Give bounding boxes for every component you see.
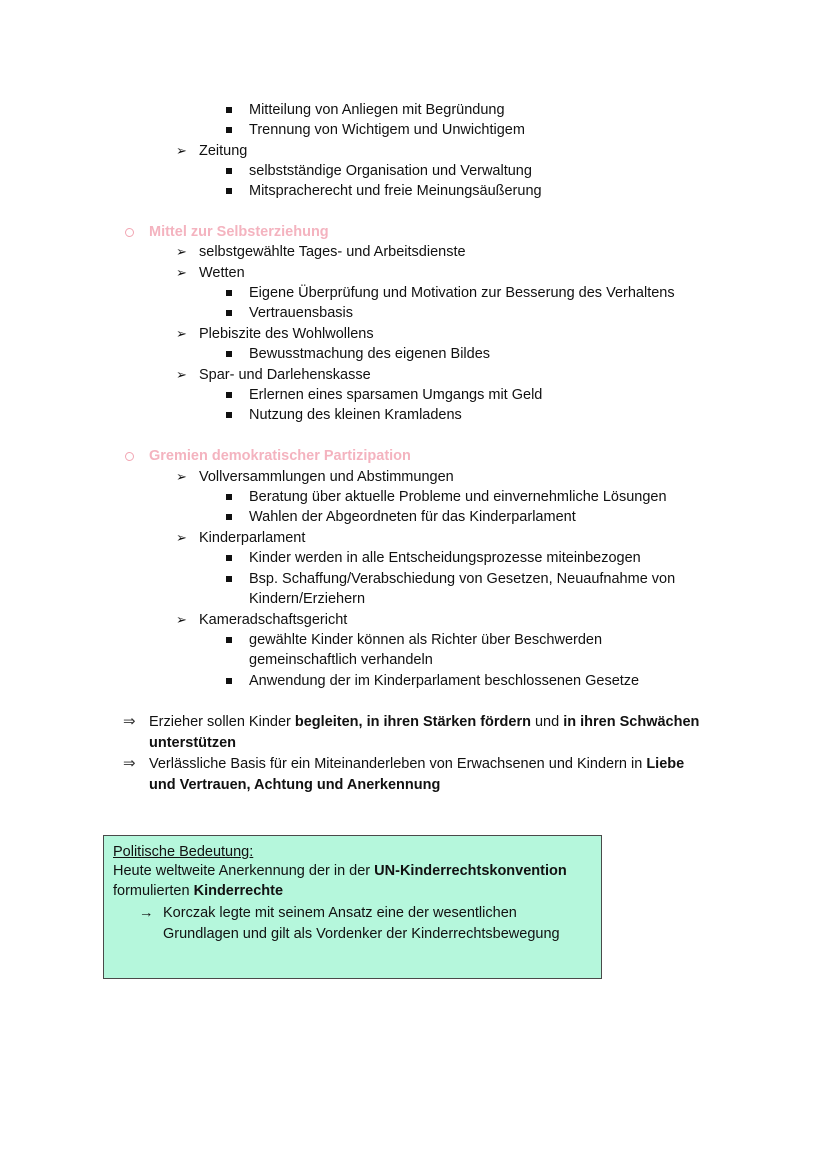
political-significance-box: [103, 835, 602, 979]
square-bullet-icon: [226, 127, 232, 133]
list-item: Wahlen der Abgeordneten für das Kinderparlament: [249, 509, 576, 525]
list-item: Eigene Überprüfung und Motivation zur Besserung des Verhaltens: [249, 285, 675, 301]
square-bullet-icon: [226, 494, 232, 500]
conclusion-line: Erzieher sollen Kinder begleiten, in ihren Stärken fördern und in ihren Schwächen: [149, 714, 700, 730]
list-item: Plebiszite des Wohlwollens: [199, 326, 374, 342]
list-item: Vollversammlungen und Abstimmungen: [199, 469, 454, 485]
arrow-right-icon: →: [139, 905, 154, 921]
list-item: Erlernen eines sparsamen Umgangs mit Geld: [249, 387, 543, 403]
list-item: Beratung über aktuelle Probleme und einvernehmliche Lösungen: [249, 489, 667, 505]
arrowhead-bullet-icon: ➢: [176, 530, 187, 545]
list-item: Bsp. Schaffung/Verabschiedung von Gesetzen, Neuaufnahme von: [249, 571, 676, 587]
list-item: gewählte Kinder können als Richter über Beschwerden: [249, 632, 603, 648]
list-item: Spar- und Darlehenskasse: [199, 367, 371, 383]
list-item: Kinderparlament: [199, 530, 306, 546]
list-item: Mitspracherecht und freie Meinungsäußerung: [249, 183, 542, 199]
list-item: Wetten: [199, 265, 245, 281]
square-bullet-icon: [226, 637, 232, 643]
list-item: Kinder werden in alle Entscheidungsprozesse miteinbezogen: [249, 550, 641, 566]
arrowhead-bullet-icon: ➢: [176, 367, 187, 382]
list-item: Mitteilung von Anliegen mit Begründung: [249, 102, 505, 118]
list-item: Kameradschaftsgericht: [199, 612, 348, 628]
square-bullet-icon: [226, 392, 232, 398]
circle-bullet-icon: [125, 452, 134, 461]
list-item: Anwendung der im Kinderparlament beschlossenen Gesetze: [249, 673, 640, 689]
arrowhead-bullet-icon: ➢: [176, 244, 187, 259]
square-bullet-icon: [226, 555, 232, 561]
list-item: Vertrauensbasis: [249, 305, 353, 321]
box-line: Grundlagen und gilt als Vordenker der Kinderrechtsbewegung: [163, 926, 560, 942]
list-item: Bewusstmachung des eigenen Bildes: [249, 346, 491, 362]
list-item: selbstgewählte Tages- und Arbeitsdienste: [199, 244, 466, 260]
arrowhead-bullet-icon: ➢: [176, 265, 187, 280]
circle-bullet-icon: [125, 228, 134, 237]
list-item-continuation: Kindern/Erziehern: [249, 591, 366, 607]
box-line: Heute weltweite Anerkennung der in der UN-Kinderrechtskonvention: [113, 863, 567, 879]
list-item: Nutzung des kleinen Kramladens: [249, 407, 462, 423]
arrowhead-bullet-icon: ➢: [176, 326, 187, 341]
square-bullet-icon: [226, 107, 232, 113]
square-bullet-icon: [226, 678, 232, 684]
square-bullet-icon: [226, 188, 232, 194]
square-bullet-icon: [226, 168, 232, 174]
implies-arrow-icon: ⇒: [123, 713, 136, 730]
conclusion-line: und Vertrauen, Achtung und Anerkennung: [149, 777, 441, 793]
list-item: Zeitung: [199, 143, 248, 159]
square-bullet-icon: [226, 310, 232, 316]
box-line: formulierten Kinderrechte: [113, 883, 284, 899]
square-bullet-icon: [226, 514, 232, 520]
square-bullet-icon: [226, 351, 232, 357]
section-heading: Mittel zur Selbsterziehung: [149, 224, 329, 240]
box-title: Politische Bedeutung:: [113, 844, 254, 860]
implies-arrow-icon: ⇒: [123, 755, 136, 772]
arrowhead-bullet-icon: ➢: [176, 469, 187, 484]
section-heading: Gremien demokratischer Partizipation: [149, 448, 411, 464]
square-bullet-icon: [226, 412, 232, 418]
conclusion-line: Verlässliche Basis für ein Miteinanderleben von Erwachsenen und Kindern in Liebe: [149, 756, 685, 772]
arrowhead-bullet-icon: ➢: [176, 612, 187, 627]
list-item: Trennung von Wichtigem und Unwichtigem: [249, 122, 525, 138]
arrowhead-bullet-icon: ➢: [176, 143, 187, 158]
list-item-continuation: gemeinschaftlich verhandeln: [249, 652, 433, 668]
square-bullet-icon: [226, 290, 232, 296]
square-bullet-icon: [226, 576, 232, 582]
conclusion-line: unterstützen: [149, 735, 236, 751]
box-line: Korczak legte mit seinem Ansatz eine der wesentlichen: [163, 905, 517, 921]
list-item: selbstständige Organisation und Verwaltung: [249, 163, 532, 179]
